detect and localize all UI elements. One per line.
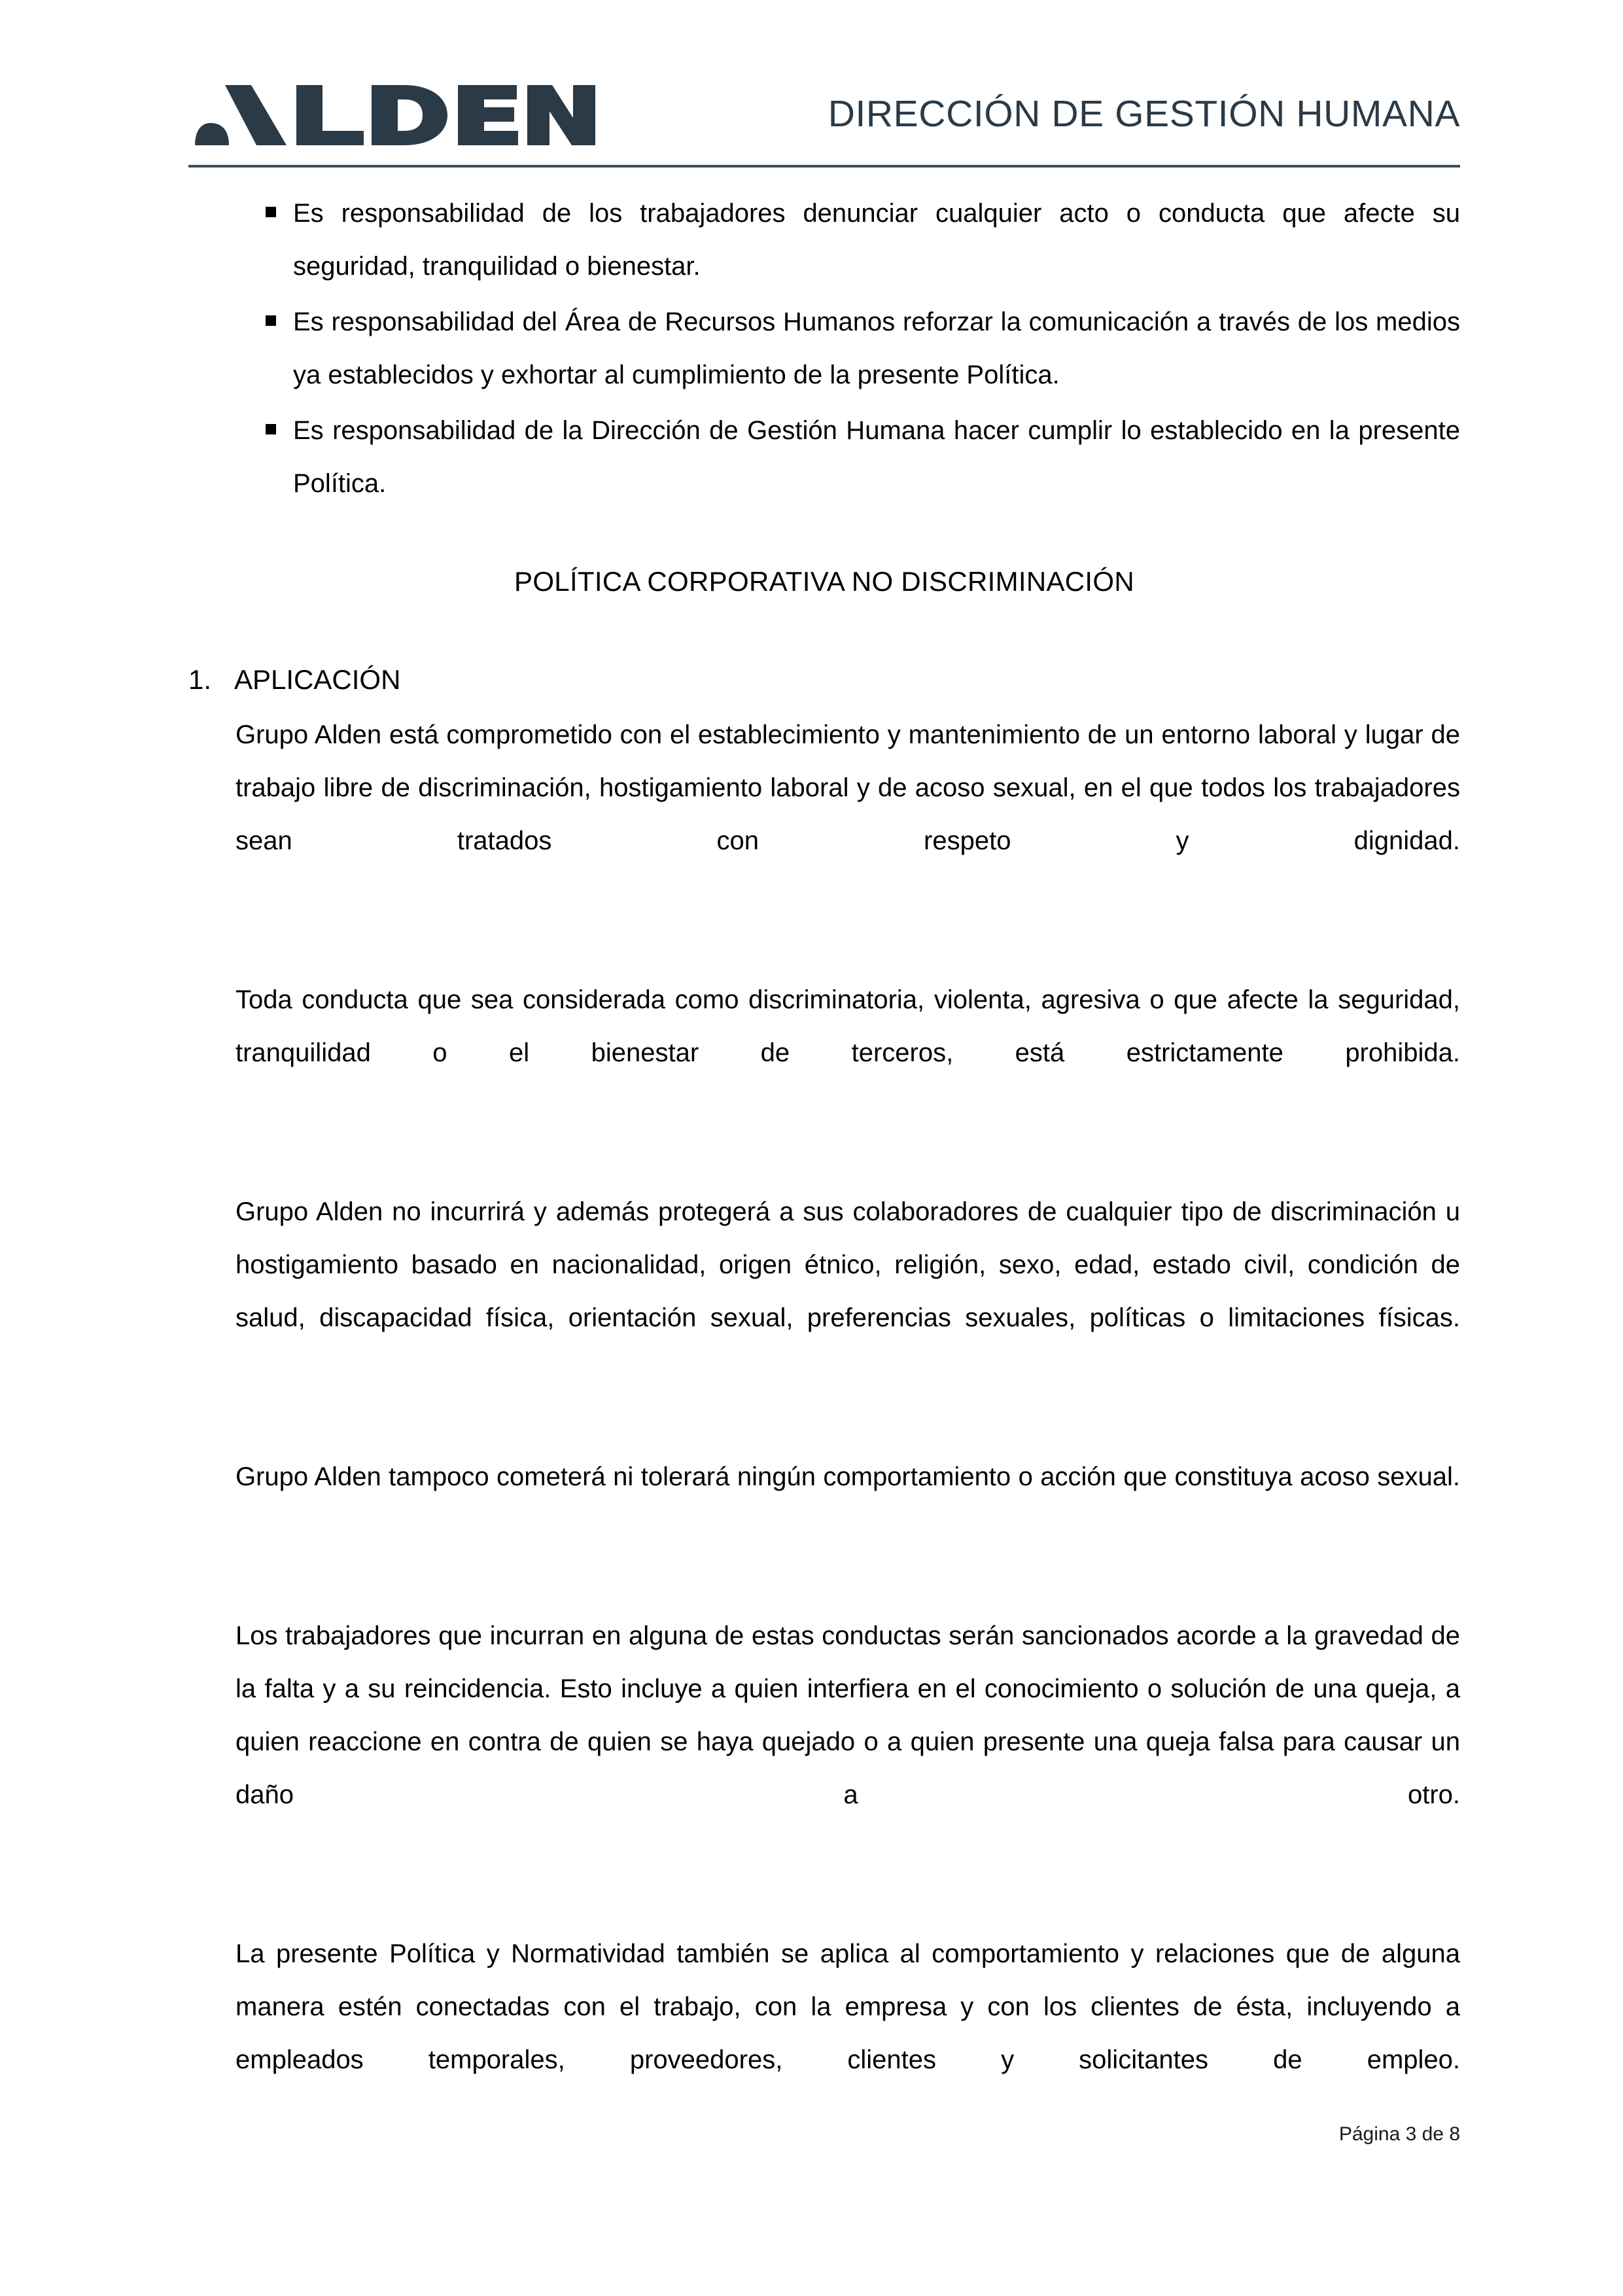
section-heading bbox=[188, 660, 1460, 699]
header-divider bbox=[188, 165, 1460, 168]
page-footer bbox=[188, 2120, 1460, 2149]
list-item bbox=[188, 404, 1460, 510]
list-item-text: Es responsabilidad de la Dirección de Gestión Humana hacer cumplir lo establecido en la presente Política. bbox=[293, 416, 1460, 498]
square-bullet-icon bbox=[266, 187, 276, 240]
page-header bbox=[188, 63, 1460, 168]
document-body bbox=[188, 187, 1460, 2140]
policy-title: POLÍTICA CORPORATIVA NO DISCRIMINACIÓN bbox=[514, 566, 1134, 597]
header-title: DIRECCIÓN DE GESTIÓN HUMANA bbox=[828, 93, 1460, 135]
list-item bbox=[188, 187, 1460, 293]
paragraph: Grupo Alden está comprometido con el establecimiento y mantenimiento de un entorno laboral y lugar de trabajo libre de discriminación, hostigamiento laboral y de acoso sexual, en el que todos los trabajadores sean tratados con respeto y dignidad. bbox=[236, 720, 1460, 855]
alden-wordmark-logo bbox=[188, 84, 598, 147]
paragraph: Grupo Alden tampoco cometerá ni tolerará ningún comportamiento o acción que constituya acoso sexual. bbox=[236, 1462, 1460, 1491]
paragraph: La presente Política y Normatividad también se aplica al comportamiento y relaciones que de alguna manera estén conectadas con el trabajo, con la empresa y con los clientes de ésta, incluyendo a empleados temporales, proveedores, clientes y solicitantes de empleo. bbox=[236, 1939, 1460, 2074]
section-body bbox=[188, 709, 1460, 2140]
square-bullet-icon bbox=[266, 296, 276, 349]
list-item-text: Es responsabilidad del Área de Recursos Humanos reforzar la comunicación a través de los medios ya establecidos y exhortar al cumplimiento de la presente Política. bbox=[293, 308, 1460, 389]
responsibilities-bullet-list bbox=[188, 187, 1460, 510]
paragraph: Toda conducta que sea considerada como discriminatoria, violenta, agresiva o que afecte la seguridad, tranquilidad o el bienestar de terceros, está estrictamente prohibida. bbox=[236, 985, 1460, 1067]
list-item bbox=[188, 296, 1460, 402]
square-bullet-icon bbox=[266, 404, 276, 457]
paragraph: Grupo Alden no incurrirá y además protegerá a sus colaboradores de cualquier tipo de discriminación u hostigamiento basado en nacionalidad, origen étnico, religión, sexo, edad, estado civil, condición de salud, discapacidad física, orientación sexual, preferencias sexuales, políticas o limitaciones físicas. bbox=[236, 1197, 1460, 1332]
paragraph: Los trabajadores que incurran en alguna de estas conductas serán sancionados acorde a la gravedad de la falta y a su reincidencia. Esto incluye a quien interfiera en el conocimiento o solución de una queja, a quien reaccione en contra de quien se haya quejado o a quien presente una queja falsa para causar un daño a otro. bbox=[236, 1621, 1460, 1809]
section-title: APLICACIÓN bbox=[234, 664, 401, 695]
list-item-text: Es responsabilidad de los trabajadores denunciar cualquier acto o conducta que afecte su seguridad, tranquilidad o bienestar. bbox=[293, 199, 1460, 281]
section-number: 1. bbox=[188, 664, 212, 695]
page-number-label: Página 3 de 8 bbox=[1338, 2123, 1460, 2145]
